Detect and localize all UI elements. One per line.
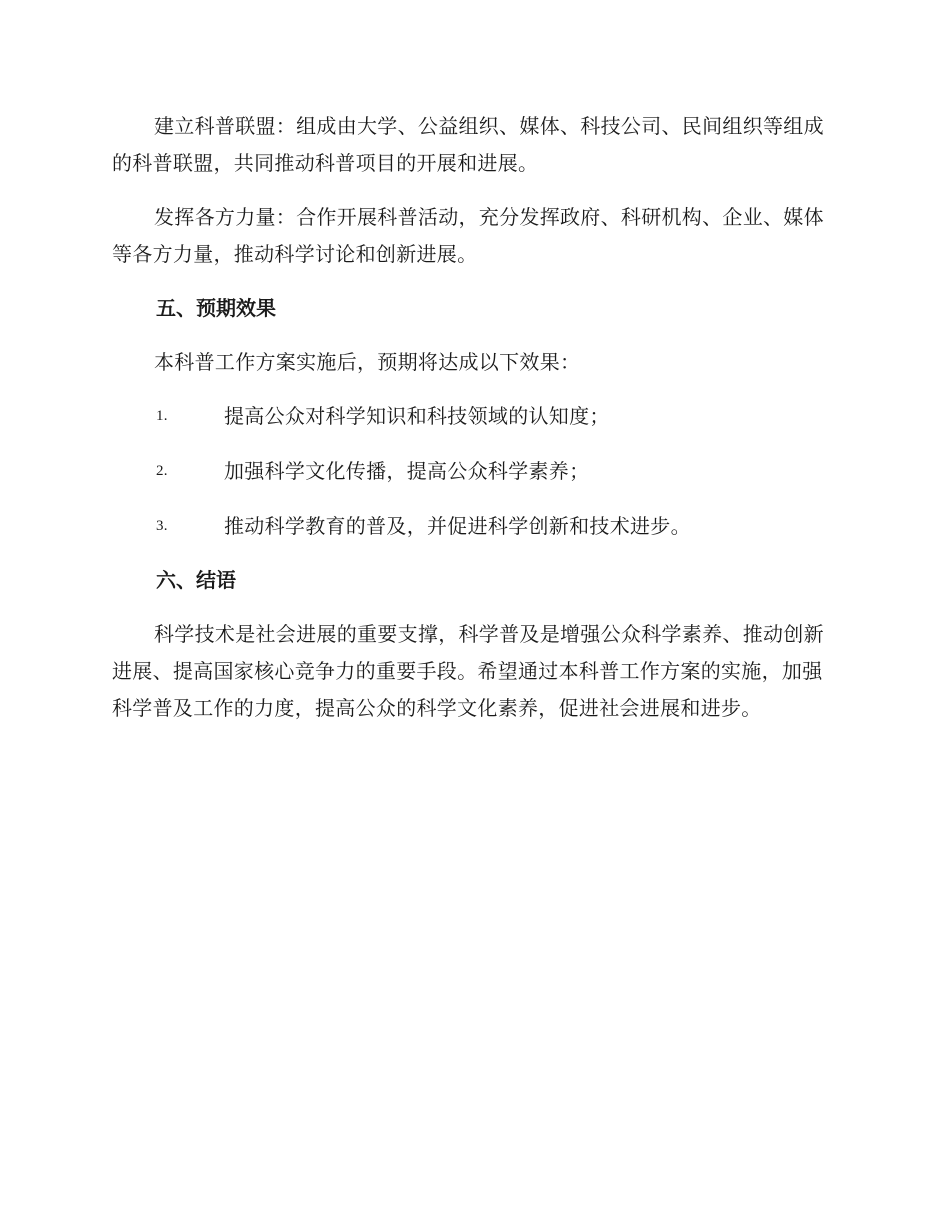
list-item bbox=[112, 453, 832, 490]
document-body bbox=[112, 108, 832, 727]
paragraph-all-forces: 发挥各方力量：合作开展科普活动，充分发挥政府、科研机构、企业、媒体等各方力量，推动科学讨论和创新进展。 bbox=[112, 205, 824, 266]
list-item-number: 1. bbox=[156, 408, 168, 424]
list-item-text: 加强科学文化传播，提高公众科学素养； bbox=[224, 459, 590, 483]
paragraph-effects-intro: 本科普工作方案实施后，预期将达成以下效果： bbox=[154, 350, 581, 374]
list-item bbox=[112, 508, 832, 545]
paragraph-science-alliance: 建立科普联盟：组成由大学、公益组织、媒体、科技公司、民间组织等组成的科普联盟，共同推动科普项目的开展和进展。 bbox=[112, 114, 824, 175]
list-item-number: 2. bbox=[156, 463, 168, 479]
section-heading-conclusion: 六、结语 bbox=[156, 568, 236, 592]
list-item-text: 推动科学教育的普及，并促进科学创新和技术进步。 bbox=[224, 514, 691, 538]
section-heading-expected-effects: 五、预期效果 bbox=[156, 296, 276, 320]
expected-effects-list bbox=[112, 398, 832, 545]
list-item bbox=[112, 398, 832, 435]
list-item-text: 提高公众对科学知识和科技领域的认知度； bbox=[224, 404, 610, 428]
list-item-number: 3. bbox=[156, 518, 168, 534]
paragraph-conclusion: 科学技术是社会进展的重要支撑，科学普及是增强公众科学素养、推动创新进展、提高国家核心竞争力的重要手段。希望通过本科普工作方案的实施，加强科学普及工作的力度，提高公众的科学文化素养，促进社会进展和进步。 bbox=[112, 622, 824, 720]
